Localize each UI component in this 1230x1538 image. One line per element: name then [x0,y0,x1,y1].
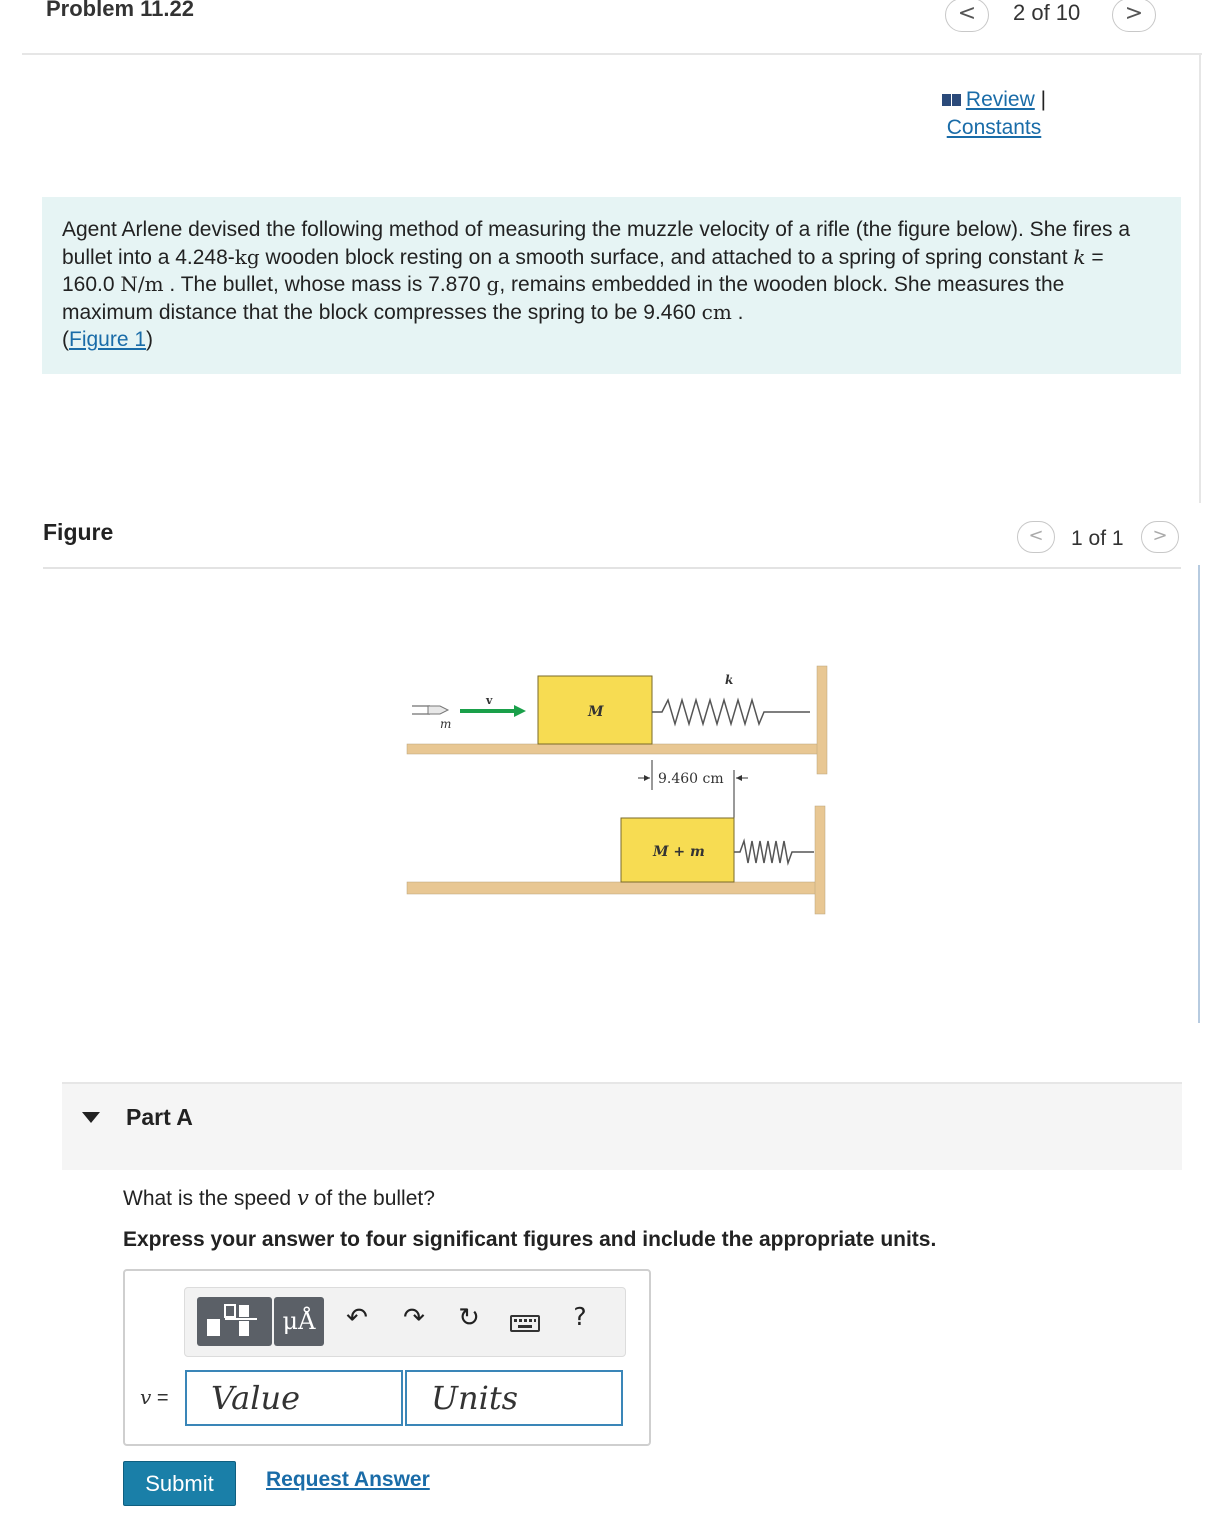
top-wall [817,666,827,774]
statement-text: Agent Arlene devised the following method of measuring the muzzle velocity of a rifle (the figure below). She fires a bullet into a 4.248- [62,218,1131,269]
unit-kg: kg [234,244,260,269]
figure-counter: 1 of 1 [1071,527,1124,550]
problem-statement [42,197,1181,374]
chevron-left-icon: < [957,1,977,26]
bullet-icon [412,706,448,714]
units-symbol-button[interactable]: μÅ [274,1297,324,1346]
templates-button[interactable] [197,1297,272,1346]
units-input[interactable] [405,1370,623,1426]
review-separator: | [1040,88,1047,111]
scrollbar-track[interactable] [1198,565,1200,1023]
block-mass-label: M [588,704,604,720]
statement-text: . The bullet, whose mass is 7.870 [163,273,487,296]
question-text [123,1186,435,1211]
question-pre: What is the speed [123,1187,297,1210]
undo-icon[interactable]: ↶ [346,1303,368,1333]
answer-instruction: Express your answer to four significant figures and include the appropriate units. [123,1228,937,1251]
bottom-wall [815,806,825,914]
figure-link[interactable]: Figure 1 [69,328,147,351]
templates-icon [197,1297,272,1346]
help-icon[interactable]: ? [573,1302,587,1331]
bottom-floor [407,882,822,894]
redo-icon[interactable]: ↷ [403,1303,425,1333]
spring-block-figure [400,660,840,920]
answer-var: v [140,1385,152,1409]
part-a-header[interactable] [62,1082,1182,1170]
value-input[interactable] [185,1370,403,1426]
bullet-mass-label: m [440,717,452,731]
answer-variable-label [140,1385,169,1410]
keyboard-keys [512,1317,538,1330]
figure-link-paren: ( [62,328,69,351]
unit-cm: cm [701,299,732,324]
figure-link-paren: ) [146,328,154,351]
reset-icon[interactable]: ↻ [458,1303,480,1333]
question-var: v [296,1186,309,1210]
previous-problem-button[interactable] [945,0,989,32]
submit-button[interactable]: Submit [123,1461,236,1506]
chevron-right-icon: > [1124,1,1144,26]
velocity-arrow-icon [460,705,526,717]
part-label: Part A [126,1104,193,1130]
review-link[interactable]: Review [965,88,1035,111]
statement-text: . [731,300,744,324]
velocity-label: v [486,694,493,707]
figure-divider [43,567,1181,569]
answer-equals: = [151,1387,169,1409]
spring-icon [652,700,810,724]
top-floor [407,744,822,754]
combined-mass-label: M + m [653,844,705,860]
figure-title: Figure [43,519,114,545]
var-k: k [1073,244,1086,269]
book-icon [942,94,962,106]
keyboard-icon[interactable] [510,1315,540,1332]
problem-counter: 2 of 10 [1013,0,1081,25]
spring-constant-label: k [725,673,734,687]
question-post: of the bullet? [308,1187,435,1210]
compression-label: 9.460 cm [658,771,724,787]
request-answer-link[interactable]: Request Answer [266,1468,430,1491]
next-figure-button[interactable] [1141,521,1179,553]
unit-n-per-m: N/m [120,272,164,296]
statement-text: , remains embedded in the wooden block. She measures the maximum distance that the block compresses the spring to be 9.460 [62,273,1065,324]
header-divider [22,53,1202,55]
compressed-spring-icon [734,841,814,863]
review-constants-links [924,86,1064,142]
problem-title: Problem 11.22 [46,0,194,21]
next-problem-button[interactable] [1112,0,1156,32]
unit-g: g [486,272,500,296]
collapse-caret-icon[interactable] [82,1112,100,1123]
statement-text: wooden block resting on a smooth surface, and attached to a spring of spring constant [259,245,1074,269]
right-border [1199,53,1201,503]
constants-link[interactable]: Constants [946,116,1042,139]
previous-figure-button[interactable] [1017,521,1055,553]
chevron-left-icon: < [1028,525,1044,546]
statement-text: = 160.0 [62,245,1104,296]
chevron-right-icon: > [1152,525,1168,546]
